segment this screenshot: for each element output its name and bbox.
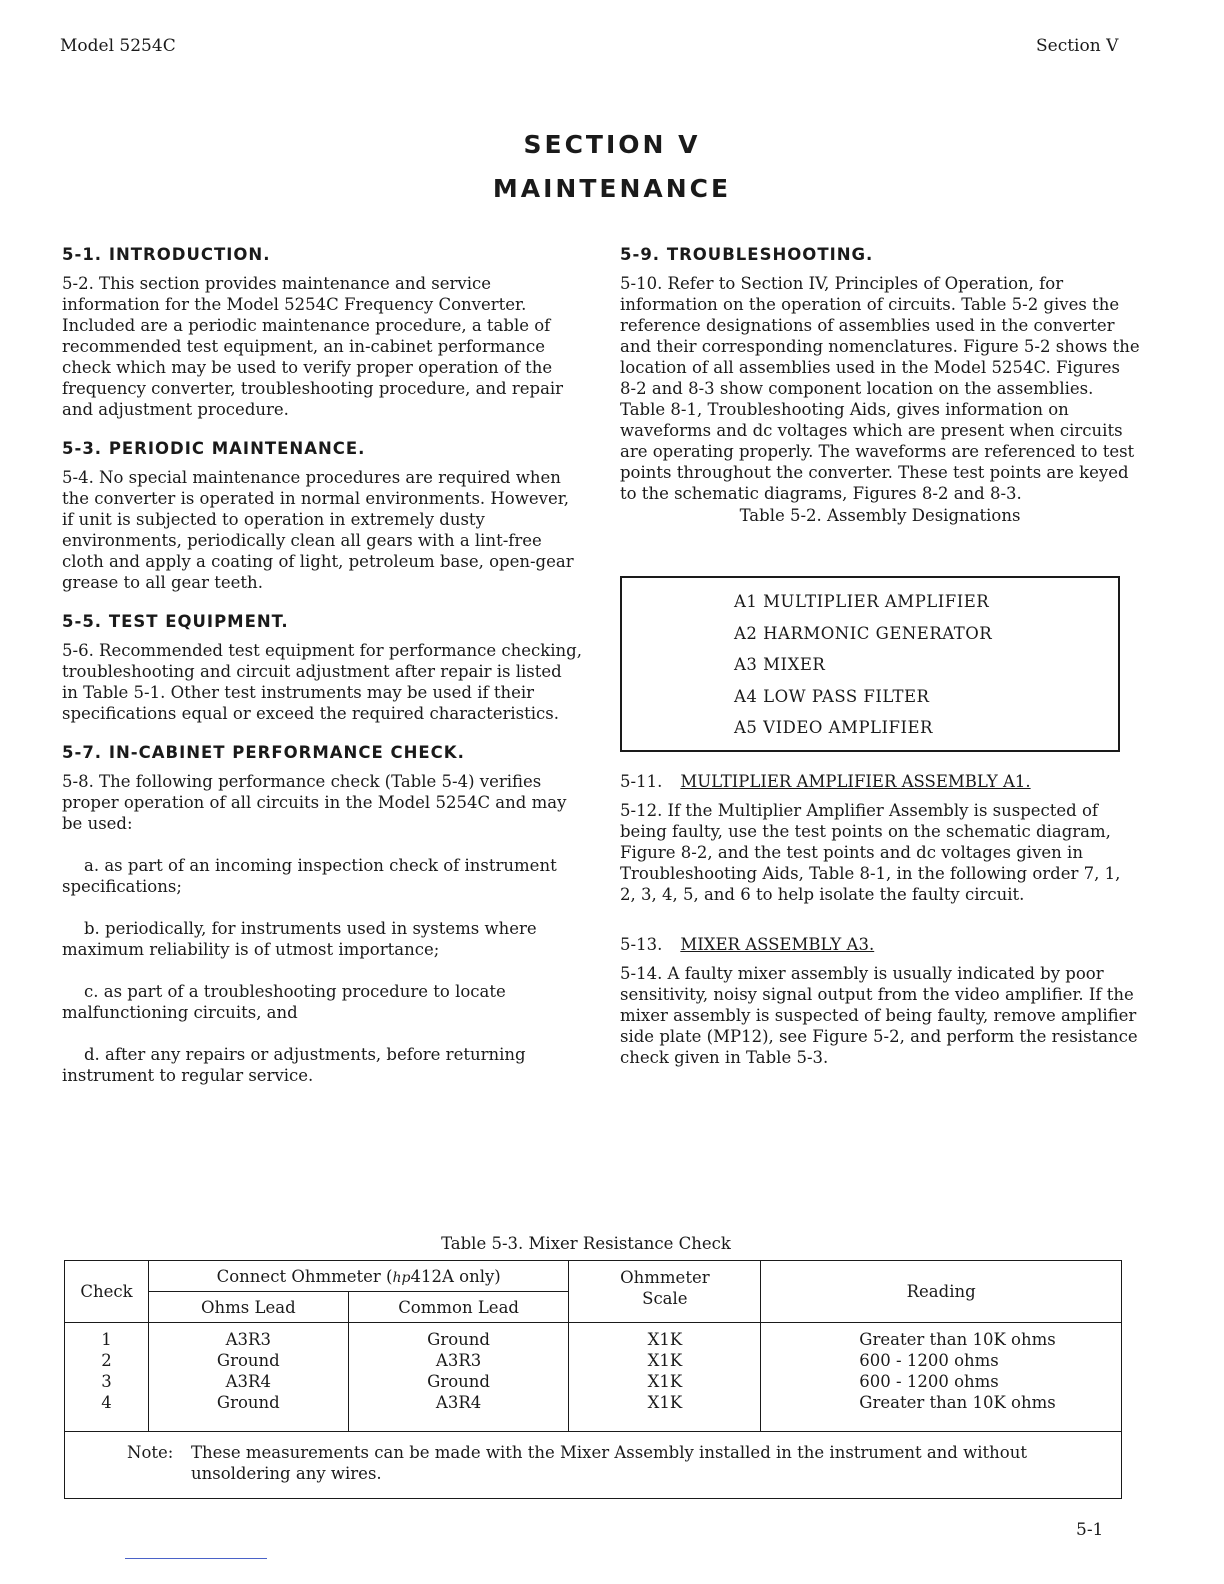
cell-ohms-lead: Ground [216,1351,280,1370]
left-column [62,245,582,1107]
cell-reading: Greater than 10K ohms [859,1330,1056,1349]
in-cabinet-item-d: d. after any repairs or adjustments, before returning instrument to regular service. [62,1045,526,1085]
in-cabinet-heading: 5-7. IN-CABINET PERFORMANCE CHECK. [62,743,465,762]
assembly-item: A2 HARMONIC GENERATOR [734,623,993,643]
periodic-heading: 5-3. PERIODIC MAINTENANCE. [62,439,366,458]
header-section: Section V [1036,36,1119,56]
assembly-item: A3 MIXER [734,655,826,674]
multiplier-heading [620,772,1140,791]
mixer-resistance-table [64,1260,1122,1499]
right-column-lower [620,772,1140,1081]
table-5-2-caption: Table 5-2. Assembly Designations [739,506,1021,525]
connect-suffix: 412A only) [410,1266,501,1286]
col-header-reading: Reading [761,1261,1122,1323]
col-header-scale [569,1261,761,1323]
col-header-ohms-lead: Ohms Lead [148,1292,348,1323]
col-header-connect [148,1261,569,1292]
periodic-paragraph: 5-4. No special maintenance procedures are required when the converter is operated in normal environments. However, if unit is subjected to operation in extremely dusty environments, periodically clean all gears with a lint-free cloth and apply a coating of light, petroleum base, open-gear grease to all gear teeth. [62,468,574,592]
troubleshooting-paragraph: 5-10. Refer to Section IV, Principles of Operation, for information on the operation of circuits. Table 5-2 gives the reference designations of assemblies used in the converter and their corresponding nomenclatures. Figure 5-2 shows the location of all assemblies used in the Model 5254C. Figures 8-2 and 8-3 show component location on the assemblies. Table 8-1, Troubleshooting Aids, gives information on waveforms and dc voltages which are present when circuits are operating properly. The waveforms are referenced to test points throughout the converter. These test points are keyed to the schematic diagrams, Figures 8-2 and 8-3. [620,274,1140,503]
cell-check: 3 [101,1372,112,1391]
cell-ohms-lead: A3R3 [225,1330,271,1349]
mixer-heading [620,935,1140,954]
page-number: 5-1 [1076,1520,1104,1540]
cell-common-lead: A3R3 [435,1351,482,1370]
cell-reading: Greater than 10K ohms [859,1393,1056,1412]
note-text: These measurements can be made with the Mixer Assembly installed in the instrument and without unsoldering any wires. [191,1443,1027,1483]
reading-column [761,1323,1122,1432]
scale-column [569,1323,761,1432]
assembly-item: A5 VIDEO AMPLIFIER [734,718,933,737]
check-column [65,1323,149,1432]
cell-check: 4 [101,1393,112,1412]
section-title: SECTION V [523,130,701,159]
cell-common-lead: Ground [427,1372,490,1391]
cell-scale: X1K [647,1351,683,1370]
scale-line-1: Ohmmeter [620,1268,710,1287]
cell-scale: X1K [647,1393,683,1412]
scale-line-2: Scale [642,1289,688,1308]
multiplier-number: 5-11. [620,772,663,791]
col-header-check: Check [65,1261,149,1323]
mixer-title: MIXER ASSEMBLY A3. [680,935,875,954]
troubleshooting-heading: 5-9. TROUBLESHOOTING. [620,245,874,264]
cell-reading: 600 - 1200 ohms [859,1372,999,1391]
cell-reading: 600 - 1200 ohms [859,1351,999,1370]
table-5-3-caption: Table 5-3. Mixer Resistance Check [441,1234,731,1253]
assembly-item: A1 MULTIPLIER AMPLIFIER [734,592,990,611]
mixer-paragraph: 5-14. A faulty mixer assembly is usually indicated by poor sensitivity, noisy signal output from the video amplifier. If the mixer assembly is suspected of being faulty, remove amplifier side plate (MP12), see Figure 5-2, and perform the resistance check given in Table 5-3. [620,964,1138,1067]
assembly-designations-table [620,576,1120,752]
section-subtitle: MAINTENANCE [492,174,732,203]
common-lead-column [348,1323,569,1432]
test-equipment-heading: 5-5. TEST EQUIPMENT. [62,612,289,631]
note-label: Note: [127,1443,174,1462]
right-column [620,245,1140,525]
multiplier-paragraph: 5-12. If the Multiplier Amplifier Assembly is suspected of being faulty, use the test points on the schematic diagram, Figure 8-2, and the test points and dc voltages given in Troubleshooting Aids, Table 8-1, in the following order 7, 1, 2, 3, 4, 5, and 6 to help isolate the faulty circuit. [620,801,1121,904]
ohms-lead-column [148,1323,348,1432]
cell-ohms-lead: Ground [216,1393,280,1412]
cell-check: 1 [101,1330,112,1349]
cell-common-lead: A3R4 [435,1393,482,1412]
test-equipment-paragraph: 5-6. Recommended test equipment for performance checking, troubleshooting and circuit adjustment after repair is listed in Table 5-1. Other test instruments may be used if their specifications equal or exceed the required characteristics. [62,641,582,723]
table-note [65,1432,1122,1499]
in-cabinet-paragraph: 5-8. The following performance check (Table 5-4) verifies proper operation of all circuits in the Model 5254C and may be used: [62,772,567,833]
col-header-common-lead: Common Lead [348,1292,569,1323]
assembly-item: A4 LOW PASS FILTER [734,686,930,706]
cell-scale: X1K [647,1330,683,1349]
intro-heading: 5-1. INTRODUCTION. [62,245,271,264]
cell-ohms-lead: A3R4 [225,1372,271,1391]
in-cabinet-item-c: c. as part of a troubleshooting procedure to locate malfunctioning circuits, and [62,982,506,1022]
in-cabinet-item-a: a. as part of an incoming inspection check of instrument specifications; [62,856,557,896]
multiplier-title: MULTIPLIER AMPLIFIER ASSEMBLY A1. [680,772,1031,791]
cell-scale: X1K [647,1372,683,1391]
hp-logo-icon: hp [392,1269,411,1286]
cell-common-lead: Ground [427,1330,490,1349]
in-cabinet-item-b: b. periodically, for instruments used in systems where maximum reliability is of utmost importance; [62,919,537,959]
scan-artifact-line [125,1558,267,1559]
mixer-number: 5-13. [620,935,663,954]
cell-check: 2 [101,1351,112,1370]
intro-paragraph: 5-2. This section provides maintenance and service information for the Model 5254C Frequency Converter. Included are a periodic maintenance procedure, a table of recommended test equipment, an in-cabinet performance check which may be used to verify proper operation of the frequency converter, troubleshooting procedure, and repair and adjustment procedure. [62,274,564,419]
header-model: Model 5254C [60,36,176,56]
connect-prefix: Connect Ohmmeter ( [216,1266,393,1286]
